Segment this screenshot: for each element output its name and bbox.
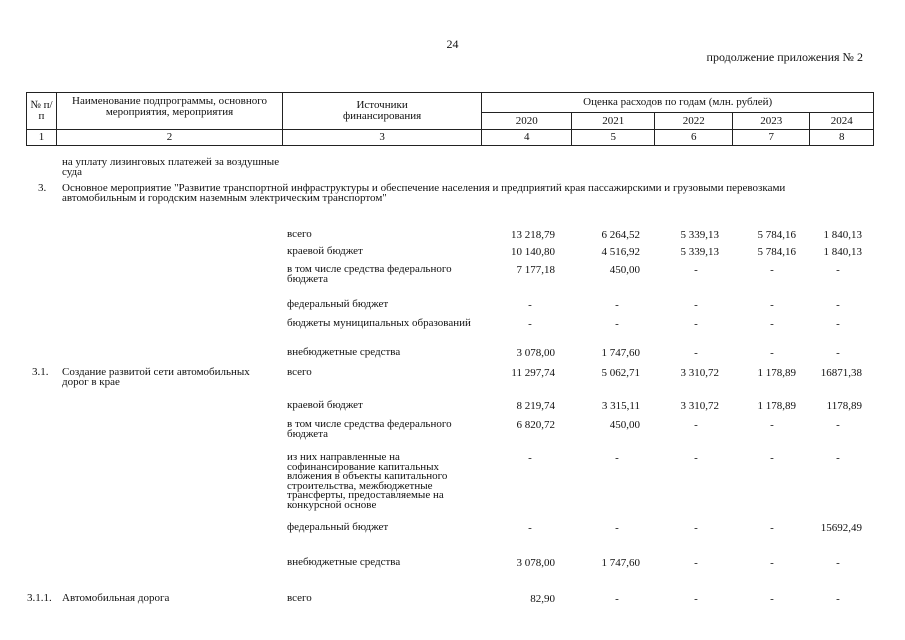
item-title: Создание развитой сети автомобильных дорог в крае (62, 366, 250, 388)
value-cell: 5 784,16 (757, 229, 796, 241)
header-index: 3 (283, 130, 482, 146)
value-cell: 15692,49 (820, 522, 862, 534)
header-index: 1 (27, 130, 57, 146)
value-cell: 3 310,72 (680, 367, 719, 379)
page-number: 24 (446, 37, 459, 51)
value-dash: - (770, 557, 774, 569)
value-dash: - (694, 593, 698, 605)
value-cell: 16871,38 (820, 367, 862, 379)
value-cell: 13 218,79 (511, 229, 555, 241)
value-cell: 3 078,00 (516, 347, 555, 359)
source-label: бюджеты муниципальных образований (287, 317, 471, 329)
source-label: всего (287, 366, 312, 378)
header-index: 2 (57, 130, 283, 146)
value-dash: - (770, 522, 774, 534)
value-dash: - (528, 299, 532, 311)
value-cell: 6 820,72 (516, 419, 555, 431)
value-dash: - (836, 452, 840, 464)
source-label: внебюджетные средства (287, 346, 401, 358)
value-cell: 3 310,72 (680, 400, 719, 412)
header-index: 4 (482, 130, 572, 146)
value-cell: 1 840,13 (823, 229, 862, 241)
value-dash: - (770, 299, 774, 311)
item-number: 3.1. (32, 366, 49, 378)
section-number: 3. (38, 182, 47, 194)
source-label: всего (287, 228, 312, 240)
value-cell: 1 178,89 (757, 367, 796, 379)
table-header (26, 92, 874, 146)
value-dash: - (615, 452, 619, 464)
value-dash: - (528, 318, 532, 330)
header-year: 2022 (655, 113, 733, 130)
value-dash: - (615, 522, 619, 534)
value-cell: 5 339,13 (680, 246, 719, 258)
value-cell: 11 297,74 (511, 367, 555, 379)
value-dash: - (694, 264, 698, 276)
source-label: в том числе средства федерального бюджета (287, 418, 452, 440)
header-year: 2024 (810, 113, 874, 130)
value-dash: - (836, 299, 840, 311)
section-title: Основное мероприятие "Развитие транспортной инфраструктуры и обеспечение населения и предприятий края пассажирскими и грузовыми перевозками автомобильным и городским наземным электрическим транспортом" (62, 182, 786, 204)
header-year: 2020 (482, 113, 572, 130)
value-cell: 8 219,74 (516, 400, 555, 412)
appendix-label: продолжение приложения № 2 (706, 50, 863, 64)
value-cell: 1 747,60 (601, 347, 640, 359)
header-index: 6 (655, 130, 733, 146)
value-cell: 7 177,18 (516, 264, 555, 276)
value-dash: - (770, 419, 774, 431)
value-dash: - (770, 347, 774, 359)
continued-text: на уплату лизинговых платежей за воздушные суда (62, 156, 280, 178)
value-cell: 1 178,89 (757, 400, 796, 412)
value-dash: - (615, 318, 619, 330)
item-number: 3.1.1. (27, 592, 52, 604)
value-dash: - (694, 318, 698, 330)
value-cell: 5 784,16 (757, 246, 796, 258)
source-label: всего (287, 592, 312, 604)
value-dash: - (694, 347, 698, 359)
header-col-source: Источники финансирования (283, 93, 482, 130)
value-cell: 3 078,00 (516, 557, 555, 569)
value-cell: 3 315,11 (601, 400, 640, 412)
value-cell: 1178,89 (826, 400, 862, 412)
value-dash: - (836, 264, 840, 276)
value-dash: - (770, 264, 774, 276)
source-label: из них направленные на софинансирование капитальных вложения в объекты капитального строительства, межбюджетные трансферты, предоставляемые на конкурсной основе (287, 451, 448, 511)
value-cell: 4 516,92 (601, 246, 640, 258)
value-dash: - (770, 593, 774, 605)
header-index: 7 (733, 130, 810, 146)
source-label: внебюджетные средства (287, 556, 401, 568)
value-dash: - (694, 452, 698, 464)
value-dash: - (770, 452, 774, 464)
value-cell: 10 140,80 (511, 246, 555, 258)
value-cell: 1 747,60 (601, 557, 640, 569)
value-dash: - (694, 522, 698, 534)
value-dash: - (528, 452, 532, 464)
header-index: 5 (572, 130, 655, 146)
value-dash: - (836, 318, 840, 330)
value-cell: 82,90 (530, 593, 555, 605)
header-year: 2023 (733, 113, 810, 130)
value-cell: 1 840,13 (823, 246, 862, 258)
value-cell: 5 339,13 (680, 229, 719, 241)
value-cell: 450,00 (609, 264, 640, 276)
source-label: краевой бюджет (287, 399, 363, 411)
source-label: федеральный бюджет (287, 521, 389, 533)
value-cell: 5 062,71 (601, 367, 640, 379)
value-dash: - (615, 593, 619, 605)
header-col-estimate: Оценка расходов по годам (млн. рублей) (482, 93, 874, 113)
value-cell: 6 264,52 (601, 229, 640, 241)
value-dash: - (836, 419, 840, 431)
value-dash: - (694, 419, 698, 431)
value-dash: - (836, 593, 840, 605)
header-col-no: № п/п (27, 93, 57, 130)
value-dash: - (528, 522, 532, 534)
header-year: 2021 (572, 113, 655, 130)
value-dash: - (836, 347, 840, 359)
source-label: краевой бюджет (287, 245, 363, 257)
value-dash: - (694, 299, 698, 311)
source-label: федеральный бюджет (287, 298, 389, 310)
item-title: Автомобильная дорога (62, 592, 170, 604)
value-dash: - (836, 557, 840, 569)
header-col-name: Наименование подпрограммы, основного мероприятия, мероприятия (57, 93, 283, 130)
value-dash: - (770, 318, 774, 330)
source-label: в том числе средства федерального бюджета (287, 263, 452, 285)
header-index: 8 (810, 130, 874, 146)
value-dash: - (694, 557, 698, 569)
value-cell: 450,00 (609, 419, 640, 431)
value-dash: - (615, 299, 619, 311)
